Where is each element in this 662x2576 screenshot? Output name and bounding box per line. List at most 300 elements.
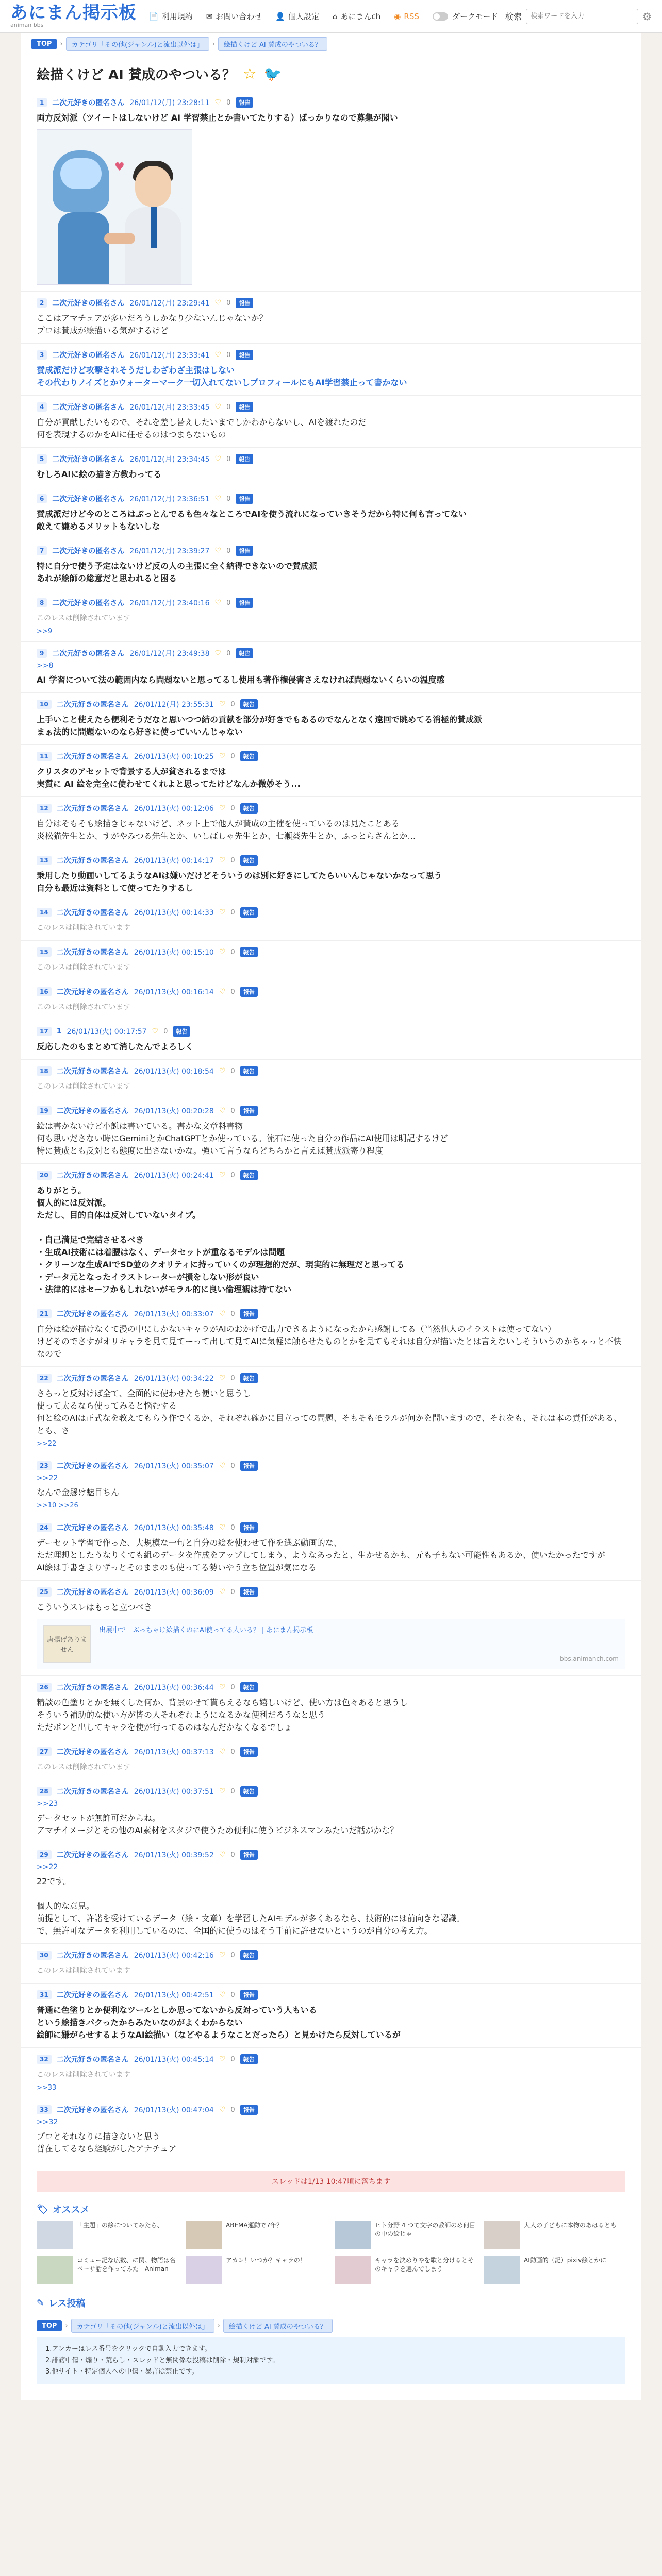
like-heart-icon[interactable]: ♡ bbox=[219, 1067, 226, 1075]
post-author: 二次元好きの匿名さん bbox=[56, 1952, 129, 1960]
like-heart-icon[interactable]: ♡ bbox=[219, 988, 226, 996]
breadcrumb-category[interactable]: カテゴリ「その他(ジャンル)と流出以外は」 bbox=[71, 2319, 214, 2333]
report-button[interactable]: 報告 bbox=[240, 907, 258, 918]
post-number[interactable]: 10 bbox=[37, 700, 52, 709]
post-meta bbox=[37, 699, 625, 709]
like-heart-icon[interactable]: ♡ bbox=[214, 649, 222, 657]
report-button[interactable]: 報告 bbox=[240, 855, 258, 866]
post-meta bbox=[37, 907, 625, 918]
rule-item: 3.他サイト・特定個人への中傷・暴言は禁止です。 bbox=[45, 2368, 198, 2376]
report-button[interactable]: 報告 bbox=[240, 751, 258, 761]
dark-mode-toggle[interactable] bbox=[433, 11, 498, 22]
post bbox=[21, 1059, 641, 1099]
post-number[interactable]: 18 bbox=[37, 1066, 52, 1076]
post-date: 26/01/13(火) 00:33:07 bbox=[134, 1310, 214, 1318]
recommend-item[interactable] bbox=[335, 2221, 476, 2249]
post-body: 22です。 個人的な意見。 前提として、許諾を受けているデータ（絵・文章）を学習したAIモデルが多くあるなら、技術的には前向きな認識。 で、無許可なデータを利用しているのに、全国的に使うのはそう手前に許せないというのが自分の考え方。 bbox=[37, 1876, 465, 1936]
nav-rss[interactable] bbox=[394, 11, 419, 22]
like-heart-icon[interactable]: ♡ bbox=[219, 1787, 226, 1795]
post-author: 二次元好きの匿名さん bbox=[56, 1310, 129, 1318]
post-date: 26/01/13(火) 00:42:51 bbox=[134, 1991, 214, 1999]
like-heart-icon[interactable]: ♡ bbox=[152, 1027, 159, 1036]
reply-links[interactable]: >>10 >>26 bbox=[37, 1502, 78, 1510]
post-body: こういうスレはもっと立つべき bbox=[37, 1602, 153, 1612]
report-button[interactable]: 報告 bbox=[240, 947, 258, 957]
twitter-icon[interactable]: 🐦 bbox=[263, 65, 282, 82]
recommend-thumbnail bbox=[37, 2256, 73, 2284]
like-count: 0 bbox=[230, 948, 235, 956]
post-date: 26/01/12(月) 23:34:45 bbox=[129, 455, 210, 464]
like-count: 0 bbox=[226, 547, 231, 555]
post-number[interactable]: 8 bbox=[37, 598, 47, 607]
post-date: 26/01/13(火) 00:16:14 bbox=[134, 988, 214, 996]
report-button[interactable]: 報告 bbox=[173, 1026, 190, 1037]
post-meta bbox=[37, 751, 625, 761]
recommend-item[interactable] bbox=[186, 2221, 327, 2249]
like-heart-icon[interactable]: ♡ bbox=[219, 700, 226, 708]
post-number[interactable]: 16 bbox=[37, 987, 52, 996]
breadcrumb-thread[interactable]: 絵描くけど AI 賛成のやついる？ bbox=[218, 37, 327, 51]
post bbox=[21, 1943, 641, 1983]
rule-item: 2.誹謗中傷・煽り・荒らし・スレッドと無関係な投稿は削除・規制対象です。 bbox=[45, 2357, 279, 2364]
reply-form bbox=[37, 2296, 625, 2384]
recommend-item-text: コミュー記な広数、に関、物語は名ベーサ話を作ってみた - Animan bbox=[77, 2257, 176, 2273]
like-heart-icon[interactable]: ♡ bbox=[219, 1171, 226, 1179]
like-count: 0 bbox=[230, 1951, 235, 1959]
post-body: 賛成派だけど今のところはぶっとんでるも色々なところでAIを使う流れになっていきそうだから特に何も言ってない 敵えて嫌めるメリットもないしな bbox=[37, 509, 467, 531]
post-meta bbox=[37, 987, 625, 997]
recommend-item[interactable] bbox=[37, 2221, 178, 2249]
recommend-thumbnail bbox=[335, 2256, 371, 2284]
post bbox=[21, 291, 641, 343]
nav-terms[interactable] bbox=[149, 11, 193, 22]
posting-rules bbox=[37, 2337, 625, 2384]
post-meta bbox=[37, 494, 625, 504]
reply-heading bbox=[37, 2296, 625, 2310]
post-number[interactable]: 19 bbox=[37, 1106, 52, 1115]
report-button[interactable]: 報告 bbox=[240, 1850, 258, 1860]
post-number[interactable]: 33 bbox=[37, 2105, 52, 2114]
post-meta bbox=[37, 402, 625, 412]
like-heart-icon[interactable]: ♡ bbox=[219, 1951, 226, 1959]
report-button[interactable]: 報告 bbox=[236, 546, 253, 556]
report-button[interactable]: 報告 bbox=[240, 2105, 258, 2115]
recommend-title: オススメ bbox=[52, 2205, 90, 2215]
report-button[interactable]: 報告 bbox=[240, 1587, 258, 1597]
post-body: 精談の色塗りとかを無くした何か、背景のせて貰らえるなら嬉しいけど、使い方は色々あると思うし そういう補助的な使い方が皆の人それぞれようになるかな便利だろうなと思う ただポンと出してキャラを使が行ってるのはなんだかなくなるでしょ bbox=[37, 1698, 408, 1732]
post-number[interactable]: 20 bbox=[37, 1171, 52, 1180]
post-meta bbox=[37, 97, 625, 108]
recommend-item[interactable] bbox=[335, 2256, 476, 2284]
post-number[interactable]: 32 bbox=[37, 2055, 52, 2064]
post-number[interactable]: 7 bbox=[37, 546, 47, 555]
thread-title-bar bbox=[21, 55, 641, 91]
like-count: 0 bbox=[230, 1851, 235, 1859]
post-number[interactable]: 11 bbox=[37, 752, 52, 761]
gear-icon[interactable]: ⚙ bbox=[642, 10, 652, 23]
post-meta bbox=[37, 1170, 625, 1180]
post-date: 26/01/13(火) 00:14:17 bbox=[134, 857, 214, 865]
recommend-item-text: 大人の子どもに本物のあはるとも bbox=[524, 2222, 617, 2229]
post-number[interactable]: 12 bbox=[37, 804, 52, 813]
post-date: 26/01/13(火) 00:37:51 bbox=[134, 1788, 214, 1796]
post-body: このレスは削除されています bbox=[37, 963, 130, 972]
post bbox=[21, 849, 641, 901]
illustration-shape bbox=[135, 166, 171, 207]
post-meta bbox=[37, 1461, 625, 1471]
link-card[interactable] bbox=[37, 1619, 625, 1669]
nav-terms-label: 利用規約 bbox=[161, 12, 193, 21]
like-count: 0 bbox=[230, 1107, 235, 1115]
like-heart-icon[interactable]: ♡ bbox=[219, 1310, 226, 1318]
like-count: 0 bbox=[230, 804, 235, 812]
reply-links[interactable]: >>22 bbox=[37, 1440, 57, 1448]
reply-title: レス投稿 bbox=[48, 2298, 86, 2309]
reply-anchor[interactable]: >>8 bbox=[37, 662, 54, 670]
post bbox=[21, 1020, 641, 1059]
logo-sub-text: animan bbs bbox=[10, 22, 44, 28]
site-logo[interactable] bbox=[10, 4, 137, 28]
post-number[interactable]: 9 bbox=[37, 649, 47, 658]
like-count: 0 bbox=[230, 1523, 235, 1532]
recommend-thumbnail bbox=[186, 2256, 222, 2284]
post-number[interactable]: 6 bbox=[37, 494, 47, 503]
post-number[interactable]: 23 bbox=[37, 1461, 52, 1470]
report-button[interactable]: 報告 bbox=[240, 803, 258, 814]
post-date: 26/01/13(火) 00:20:28 bbox=[134, 1107, 214, 1115]
post bbox=[21, 1302, 641, 1366]
nav-animanch[interactable] bbox=[333, 11, 380, 22]
post-number[interactable]: 21 bbox=[37, 1309, 52, 1318]
report-button[interactable]: 報告 bbox=[240, 1373, 258, 1383]
post-number[interactable]: 26 bbox=[37, 1683, 52, 1692]
like-count: 0 bbox=[226, 403, 231, 411]
post-number[interactable]: 2 bbox=[37, 298, 47, 308]
post-author: 二次元好きの匿名さん bbox=[52, 299, 125, 308]
illustration-shape bbox=[58, 212, 109, 284]
recommend-item[interactable] bbox=[37, 2256, 178, 2284]
reply-links[interactable]: >>33 bbox=[37, 2084, 57, 2092]
like-heart-icon[interactable]: ♡ bbox=[219, 804, 226, 812]
search-area bbox=[505, 9, 652, 24]
post-author: 二次元好きの匿名さん bbox=[56, 948, 129, 957]
breadcrumb-thread[interactable]: 絵描くけど AI 賛成のやついる？ bbox=[223, 2319, 333, 2333]
report-button[interactable]: 報告 bbox=[240, 699, 258, 709]
post-meta bbox=[37, 1106, 625, 1116]
like-count: 0 bbox=[230, 856, 235, 865]
like-count: 0 bbox=[226, 299, 231, 307]
post-body: 賛成派だけど攻撃されそうだしわざわざ主張はしない その代わりノイズとかウォーターマーク一切入れてないしプロフィールにもAI学習禁止って書かない bbox=[37, 365, 407, 387]
post-date: 26/01/12(月) 23:40:16 bbox=[129, 599, 210, 607]
nav-contact[interactable] bbox=[206, 11, 262, 22]
like-heart-icon[interactable]: ♡ bbox=[219, 1107, 226, 1115]
like-heart-icon[interactable]: ♡ bbox=[219, 2106, 226, 2114]
post-author: 二次元好きの匿名さん bbox=[56, 1067, 129, 1076]
like-heart-icon[interactable]: ♡ bbox=[219, 948, 226, 956]
post-meta bbox=[37, 855, 625, 866]
post-number[interactable]: 4 bbox=[37, 402, 47, 412]
report-button[interactable]: 報告 bbox=[240, 1066, 258, 1076]
post-date: 26/01/13(火) 00:39:52 bbox=[134, 1851, 214, 1859]
report-button[interactable]: 報告 bbox=[240, 1461, 258, 1471]
post-body: このレスは削除されています bbox=[37, 2071, 130, 2079]
post-number[interactable]: 5 bbox=[37, 454, 47, 464]
like-heart-icon[interactable]: ♡ bbox=[219, 856, 226, 865]
report-button[interactable]: 報告 bbox=[236, 598, 253, 608]
post-number[interactable]: 13 bbox=[37, 856, 52, 865]
post-meta bbox=[37, 648, 625, 658]
post-meta bbox=[37, 2105, 625, 2115]
post-author: 二次元好きの匿名さん bbox=[52, 495, 125, 503]
post-image[interactable] bbox=[37, 129, 192, 285]
post-body: クリスタのアセットで背景する人が貧されるまでは 実質に AI 絵を完全に使わせてくれよと思ってたけどなんか微妙そう... bbox=[37, 767, 301, 789]
post-date: 26/01/12(月) 23:36:51 bbox=[129, 495, 210, 503]
recommend-item-text: AI動画的（記）pixiv絵とかに bbox=[524, 2257, 607, 2264]
report-button[interactable]: 報告 bbox=[236, 494, 253, 504]
like-count: 0 bbox=[230, 1748, 235, 1756]
recommend-item[interactable] bbox=[484, 2221, 625, 2249]
like-count: 0 bbox=[226, 98, 231, 107]
like-heart-icon[interactable]: ♡ bbox=[219, 1851, 226, 1859]
recommend-item-text: ABEMA運動で7年？ bbox=[226, 2222, 283, 2229]
report-button[interactable]: 報告 bbox=[236, 402, 253, 412]
main-content bbox=[21, 33, 641, 2400]
document-icon: 📄 bbox=[149, 11, 159, 21]
post-body: このレスは削除されています bbox=[37, 1967, 130, 1975]
like-heart-icon[interactable]: ♡ bbox=[214, 98, 222, 107]
post bbox=[21, 2098, 641, 2161]
link-card-title: 出展中で ぶっちゃけ絵描くのにAI使ってる人いる？ | あにまん掲示板 bbox=[99, 1626, 313, 1634]
post-number[interactable]: 17 bbox=[37, 1027, 52, 1036]
post bbox=[21, 796, 641, 849]
like-heart-icon[interactable]: ♡ bbox=[214, 495, 222, 503]
post bbox=[21, 1740, 641, 1780]
post-body: なんで金懸け魅目ちん bbox=[37, 1487, 120, 1497]
post-author: 二次元好きの匿名さん bbox=[56, 988, 129, 996]
breadcrumb-category[interactable]: カテゴリ「その他(ジャンル)と流出以外は」 bbox=[66, 37, 209, 51]
like-heart-icon[interactable]: ♡ bbox=[219, 1748, 226, 1756]
report-button[interactable]: 報告 bbox=[240, 1522, 258, 1533]
rss-icon: ◉ bbox=[394, 11, 401, 21]
favorite-star-icon[interactable]: ☆ bbox=[242, 65, 257, 83]
nav-settings-label: 個人設定 bbox=[288, 12, 319, 21]
post-meta bbox=[37, 803, 625, 814]
post-author: 二次元好きの匿名さん bbox=[56, 1462, 129, 1470]
post-number[interactable]: 25 bbox=[37, 1587, 52, 1597]
like-heart-icon[interactable]: ♡ bbox=[214, 351, 222, 359]
like-heart-icon[interactable]: ♡ bbox=[219, 1588, 226, 1596]
illustration-shape bbox=[151, 207, 157, 248]
like-heart-icon[interactable]: ♡ bbox=[214, 455, 222, 463]
post bbox=[21, 1843, 641, 1943]
post-body: このレスは削除されています bbox=[37, 924, 130, 932]
post-author: 二次元好きの匿名さん bbox=[56, 701, 129, 709]
post-number[interactable]: 30 bbox=[37, 1951, 52, 1960]
reply-links[interactable]: >>9 bbox=[37, 628, 53, 635]
post-date: 26/01/12(月) 23:29:41 bbox=[129, 299, 210, 308]
like-count: 0 bbox=[226, 495, 231, 503]
like-heart-icon[interactable]: ♡ bbox=[219, 1374, 226, 1382]
post-number[interactable]: 24 bbox=[37, 1523, 52, 1532]
post-body: むしろAIに絵の描き方教わってる bbox=[37, 469, 162, 479]
post-meta bbox=[37, 1066, 625, 1076]
like-heart-icon[interactable]: ♡ bbox=[214, 403, 222, 411]
post-author: 二次元好きの匿名さん bbox=[52, 99, 125, 107]
post-author: 二次元好きの匿名さん bbox=[52, 403, 125, 412]
post-date: 26/01/12(月) 23:33:41 bbox=[129, 351, 210, 360]
post-date: 26/01/13(火) 00:35:48 bbox=[134, 1524, 214, 1532]
recommend-grid bbox=[37, 2221, 625, 2284]
link-card-domain: bbs.animanch.com bbox=[560, 1655, 619, 1663]
search-input[interactable] bbox=[526, 9, 638, 24]
recommend-item[interactable] bbox=[186, 2256, 327, 2284]
post-author: 二次元好きの匿名さん bbox=[52, 599, 125, 607]
like-heart-icon[interactable]: ♡ bbox=[219, 908, 226, 917]
report-button[interactable]: 報告 bbox=[240, 1950, 258, 1960]
post-number[interactable]: 15 bbox=[37, 947, 52, 957]
breadcrumb-top[interactable]: TOP bbox=[37, 2320, 62, 2331]
post-number[interactable]: 27 bbox=[37, 1747, 52, 1756]
post-number[interactable]: 22 bbox=[37, 1374, 52, 1383]
breadcrumb-top[interactable]: TOP bbox=[31, 39, 57, 49]
post-number[interactable]: 28 bbox=[37, 1787, 52, 1796]
like-heart-icon[interactable]: ♡ bbox=[214, 599, 222, 607]
like-count: 0 bbox=[230, 2055, 235, 2063]
post-meta bbox=[37, 2054, 625, 2064]
post-body: このレスは削除されています bbox=[37, 1003, 130, 1011]
post-meta bbox=[37, 1026, 625, 1037]
report-button[interactable]: 報告 bbox=[236, 454, 253, 464]
post-date: 26/01/13(火) 00:10:25 bbox=[134, 753, 214, 761]
post-body: データセットが無許可だからね。 アマチイメージとその他のAI素材をスタジで使うため便利に使うビジネスマンみたいだ話がかな？ bbox=[37, 1813, 399, 1835]
illustration-shape bbox=[104, 233, 135, 244]
post-author: 二次元好きの匿名さん bbox=[56, 1851, 129, 1859]
post bbox=[21, 901, 641, 940]
post-date: 26/01/12(月) 23:28:11 bbox=[129, 99, 210, 107]
report-button[interactable]: 報告 bbox=[240, 1747, 258, 1757]
post-number[interactable]: 29 bbox=[37, 1850, 52, 1859]
post-author: 二次元好きの匿名さん bbox=[56, 857, 129, 865]
report-button[interactable]: 報告 bbox=[240, 1990, 258, 2000]
report-button[interactable]: 報告 bbox=[236, 97, 253, 108]
post bbox=[21, 641, 641, 692]
post-number[interactable]: 14 bbox=[37, 908, 52, 917]
post-number[interactable]: 1 bbox=[37, 98, 47, 107]
reply-anchor[interactable]: >>32 bbox=[37, 2118, 58, 2126]
reply-anchor[interactable]: >>22 bbox=[37, 1474, 58, 1482]
post-date: 26/01/13(火) 00:37:13 bbox=[134, 1748, 214, 1756]
like-heart-icon[interactable]: ♡ bbox=[219, 752, 226, 760]
post-date: 26/01/13(火) 00:12:06 bbox=[134, 805, 214, 813]
post-meta bbox=[37, 298, 625, 308]
recommend-thumbnail bbox=[37, 2221, 73, 2249]
post-meta bbox=[37, 598, 625, 608]
post-author: 二次元好きの匿名さん bbox=[56, 1375, 129, 1383]
post-author: 二次元好きの匿名さん bbox=[56, 805, 129, 813]
tag-icon: 🏷 bbox=[37, 2204, 48, 2215]
post-date: 26/01/12(月) 23:55:31 bbox=[134, 701, 214, 709]
post-body: 両方反対派（ツイートはしないけど AI 学習禁止とか書いてたりする）ばっかりなので募集が聞い bbox=[37, 113, 398, 123]
like-heart-icon[interactable]: ♡ bbox=[219, 1991, 226, 1999]
report-button[interactable]: 報告 bbox=[240, 1786, 258, 1797]
recommend-item-text: 「主題」の絵についてみたら、 bbox=[77, 2222, 163, 2229]
post-body: 自分が貢献したいもので、それを差し替えしたいまでしかわからないし、AIを渡れたのだ 何を表現するのかをAIに任せるのはつまらないもの bbox=[37, 417, 367, 439]
toggle-switch[interactable] bbox=[433, 12, 448, 21]
post-date: 26/01/13(火) 00:24:41 bbox=[134, 1172, 214, 1180]
post-meta bbox=[37, 1747, 625, 1757]
post bbox=[21, 1099, 641, 1163]
post-body: 自分は絵が描けなくて漫の中にしかないキャラがAIのおかげで出力できるようになったから感謝してる（当然他人のイラストは使ってない） けどそのでさすがオリキャラを見て見てーって出して見てAIに気軽に触らせたものとかを見てもそれは自分が描いたとは言えないしそういうのかちゃっと不快なので bbox=[37, 1324, 622, 1359]
reply-anchor[interactable]: >>22 bbox=[37, 1863, 58, 1871]
report-button[interactable]: 報告 bbox=[240, 1170, 258, 1180]
like-heart-icon[interactable]: ♡ bbox=[214, 547, 222, 555]
post-body: 乗用したり動画いしてるようなAIは嫌いだけどそういうのは別に好きにしてたらいいんじゃないかなって思う 自分も最近は資料として使ってたりするし bbox=[37, 871, 442, 893]
search-label: 検索 bbox=[505, 12, 522, 22]
report-button[interactable]: 報告 bbox=[240, 1309, 258, 1319]
post bbox=[21, 1366, 641, 1454]
post bbox=[21, 539, 641, 591]
like-heart-icon[interactable]: ♡ bbox=[219, 1462, 226, 1470]
post-date: 26/01/13(火) 00:45:14 bbox=[134, 2056, 214, 2064]
user-icon: 👤 bbox=[275, 11, 285, 21]
post-date: 26/01/12(月) 23:33:45 bbox=[129, 403, 210, 412]
recommend-section bbox=[37, 2202, 625, 2284]
like-heart-icon[interactable]: ♡ bbox=[219, 1523, 226, 1532]
report-button[interactable]: 報告 bbox=[240, 1682, 258, 1692]
nav-settings[interactable] bbox=[275, 11, 319, 22]
post bbox=[21, 1163, 641, 1302]
reply-anchor[interactable]: >>23 bbox=[37, 1800, 58, 1808]
post bbox=[21, 91, 641, 291]
report-button[interactable]: 報告 bbox=[240, 1106, 258, 1116]
like-count: 0 bbox=[230, 908, 235, 917]
post-date: 26/01/13(火) 00:15:10 bbox=[134, 948, 214, 957]
like-heart-icon[interactable]: ♡ bbox=[219, 1683, 226, 1691]
report-button[interactable]: 報告 bbox=[236, 648, 253, 658]
report-button[interactable]: 報告 bbox=[236, 350, 253, 360]
rule-item: 1.アンカーはレス番号をクリックで自動入力できます。 bbox=[45, 2345, 211, 2353]
like-count: 0 bbox=[230, 1787, 235, 1795]
report-button[interactable]: 報告 bbox=[240, 2054, 258, 2064]
like-count: 0 bbox=[226, 351, 231, 359]
recommend-item[interactable] bbox=[484, 2256, 625, 2284]
like-count: 0 bbox=[230, 988, 235, 996]
home-icon: ⌂ bbox=[333, 11, 338, 21]
recommend-thumbnail bbox=[484, 2256, 520, 2284]
post-meta bbox=[37, 1309, 625, 1319]
post bbox=[21, 591, 641, 641]
recommend-thumbnail bbox=[484, 2221, 520, 2249]
post-number[interactable]: 31 bbox=[37, 1990, 52, 1999]
like-heart-icon[interactable]: ♡ bbox=[219, 2055, 226, 2063]
like-count: 0 bbox=[226, 649, 231, 657]
like-heart-icon[interactable]: ♡ bbox=[214, 299, 222, 307]
report-button[interactable]: 報告 bbox=[240, 987, 258, 997]
post-date: 26/01/13(火) 00:14:33 bbox=[134, 909, 214, 917]
post-body: ありがとう。 個人的には反対派。 ただし、目的自体は反対していないタイプ。 ・自己満足で完結させるべき ・生成AI技術には着腰はなく、データセットが重なるモデルは問題 ・クリーンな生成AIでSD並のクオリティに持っていくのが理想的だが、現実的に無理だと思ってる ・データ元となったイラストレーターが損をしない形が良い ・法律的にはセーフかもしれないがモラル的に良い倫理観は持てない bbox=[37, 1185, 405, 1294]
post bbox=[21, 1516, 641, 1580]
post-author: 二次元好きの匿名さん bbox=[56, 1748, 129, 1756]
illustration-shape bbox=[60, 158, 102, 189]
nav-animanch-label: あにまんch bbox=[340, 12, 381, 21]
like-count: 0 bbox=[230, 1588, 235, 1596]
post-author: 二次元好きの匿名さん bbox=[56, 2056, 129, 2064]
like-count: 0 bbox=[230, 1462, 235, 1470]
breadcrumb bbox=[21, 33, 641, 55]
report-button[interactable]: 報告 bbox=[236, 298, 253, 308]
post-author: 二次元好きの匿名さん bbox=[56, 1788, 129, 1796]
post-number[interactable]: 3 bbox=[37, 350, 47, 360]
